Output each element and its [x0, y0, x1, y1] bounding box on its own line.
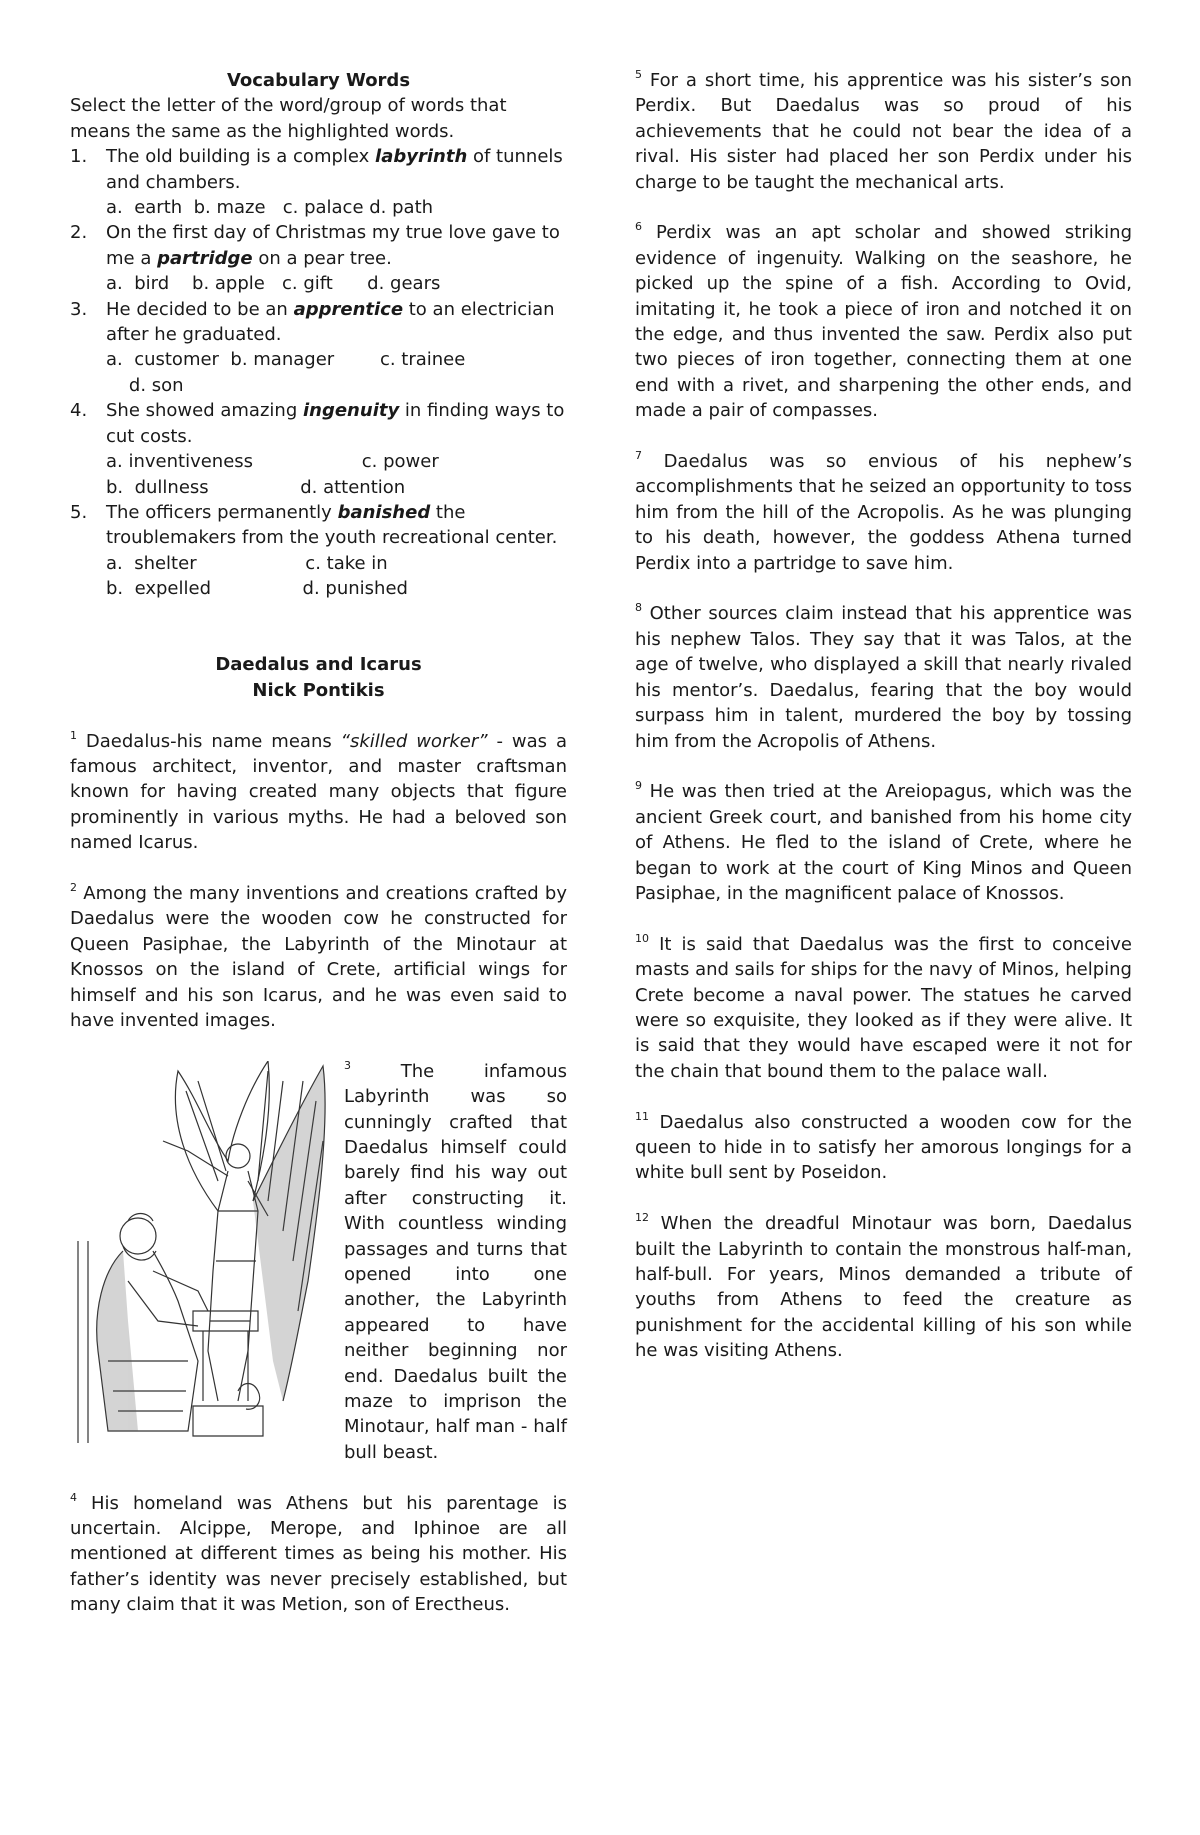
- vocab-instructions: Select the letter of the word/group of words that means the same as the highlighted words.: [70, 95, 507, 142]
- paragraph-2: [70, 881, 567, 1033]
- right-column: [635, 68, 1132, 1364]
- highlighted-word: apprentice: [293, 298, 404, 320]
- vocab-title: Vocabulary Words: [226, 70, 411, 91]
- paragraph-6: [635, 220, 1132, 423]
- question-text: in finding ways to cut costs.: [106, 400, 565, 447]
- paragraph-number: 5: [635, 68, 642, 81]
- paragraph-number: 10: [635, 931, 649, 945]
- vocab-question-4: [70, 398, 567, 500]
- story-title: Daedalus and Icarus: [215, 654, 422, 676]
- left-column: [70, 68, 567, 1618]
- question-text: He decided to be an: [106, 298, 294, 320]
- paragraph-number: 2: [70, 880, 77, 894]
- paragraph-text: His homeland was Athens but his parentage is uncertain. Alcippe, Merope, and Iphinoe are all mentioned at different times as being his mother. His father’s identity was never precisely established, but many claim that it was Metion, son of Erectheus.: [70, 1492, 567, 1616]
- question-text: On the first day of Christmas my true love gave to me a: [106, 222, 560, 269]
- question-number: 3.: [70, 298, 88, 320]
- paragraph-text: The infamous Labyrinth was so cunningly crafted that Daedalus himself could barely find his way out after constructing it. With countless winding passages and turns that opened into one another, the Labyrinth appeared to have neither beginning nor end. Daedalus built the maze to imprison the Minotaur, half man - half bull beast.: [344, 1060, 567, 1463]
- paragraph-11: [635, 1110, 1132, 1186]
- paragraph-text: Perdix was an apt scholar and showed striking evidence of ingenuity. Walking on the seashore, he picked up the spine of a fish. According to Ovid, imitating it, he took a piece of iron and notched it on the edge, and thus invented the saw. Perdix also put two pieces of iron together, connecting them at one end with a rivet, and sharpening the other ends, and made a pair of compasses.: [635, 222, 1132, 422]
- paragraph-number: 3: [344, 1058, 351, 1072]
- paragraph-number: 12: [635, 1211, 649, 1225]
- paragraph-number: 1: [70, 728, 77, 742]
- paragraph-text: Daedalus was so envious of his nephew’s accomplishments that he seized an opportunity to toss him from the hill of the Acropolis. As he was plunging to his death, however, the goddess Athena turned Perdix into a partridge to save him.: [635, 451, 1132, 574]
- highlighted-word: ingenuity: [302, 400, 400, 422]
- answer-options: b. dullness d. attention: [106, 476, 406, 498]
- answer-options: a. shelter c. take in: [106, 552, 388, 574]
- highlighted-word: banished: [337, 501, 431, 523]
- paragraph-1: [70, 729, 567, 856]
- answer-options: a. bird b. apple c. gift d. gears: [106, 273, 441, 295]
- vocab-question-3: [70, 297, 567, 399]
- question-number: 4.: [70, 400, 88, 422]
- paragraph-4: [70, 1491, 567, 1618]
- paragraph-text: Among the many inventions and creations crafted by Daedalus were the wooden cow he constructed for Queen Pasiphae, the Labyrinth of the Minotaur at Knossos on the island of Crete, artificial wings for himself and his son Icarus, and he was even said to have invented images.: [70, 882, 567, 1031]
- question-number: 5.: [70, 501, 88, 523]
- question-text: to an electrician after he graduated.: [106, 298, 555, 346]
- paragraph-number: 7: [635, 449, 642, 463]
- paragraph-text: Other sources claim instead that his apprentice was his nephew Talos. They say that it was Talos, at the age of twelve, who displayed a skill that nearly rivaled his mentor’s. Daedalus, fearing that the boy would surpass him in talent, murdered the boy by tossing him from the Acropolis of Athens.: [635, 603, 1132, 752]
- paragraph-text: He was then tried at the Areiopagus, which was the ancient Greek court, and banished from his home city of Athens. He fled to the island of Crete, where he began to work at the court of King Minos and Queen Pasiphae, in the magnificent palace of Knossos.: [635, 781, 1132, 904]
- paragraph-number: 6: [635, 220, 642, 234]
- paragraph-number: 11: [635, 1109, 649, 1123]
- highlighted-word: labyrinth: [375, 146, 468, 168]
- paragraph-10: [635, 932, 1132, 1084]
- question-text: The officers permanently: [106, 501, 338, 523]
- question-text: of tunnels and chambers.: [106, 146, 563, 193]
- answer-options: b. expelled d. punished: [106, 578, 408, 600]
- answer-options: a. earth b. maze c. palace d. path: [106, 197, 434, 219]
- question-text: on a pear tree.: [252, 247, 392, 269]
- paragraph-text: Daedalus also constructed a wooden cow for the queen to hide in to satisfy her amorous longings for a white bull sent by Poseidon.: [635, 1111, 1132, 1184]
- paragraph-8: [635, 601, 1132, 753]
- story-author: Nick Pontikis: [252, 679, 385, 701]
- answer-options: a. inventiveness c. power: [106, 451, 439, 473]
- question-number: 1.: [70, 146, 88, 168]
- paragraph-5: [635, 68, 1132, 195]
- question-text: She showed amazing: [106, 400, 303, 422]
- daedalus-icarus-illustration: [68, 1061, 330, 1443]
- paragraph-number: 4: [70, 1490, 77, 1504]
- answer-options: a. customer b. manager c. trainee: [106, 349, 466, 371]
- paragraph-text: When the dreadful Minotaur was born, Daedalus built the Labyrinth to contain the monstrous half-man, half-bull. For years, Minos demanded a tribute of youths from Athens to feed the creature as punishment for the accidental killing of his son while he was visiting Athens.: [635, 1213, 1132, 1362]
- paragraph-text: - was a famous architect, inventor, and master craftsman known for having created many objects that figure prominently in various myths. He had a beloved son named Icarus.: [70, 730, 567, 854]
- emphasis-text: “skilled worker”: [340, 730, 488, 752]
- paragraph-number: 8: [635, 601, 642, 615]
- paragraph-text: For a short time, his apprentice was his sister’s son Perdix. But Daedalus was so proud of his achievements that he could not bear the idea of a rival. His sister had placed her son Perdix under his charge to be taught the mechanical arts.: [635, 70, 1132, 193]
- paragraph-text: It is said that Daedalus was the first to conceive masts and sails for ships for the navy of Minos, helping Crete become a naval power. The statues he carved were so exquisite, they looked as if they were alive. It is said that they would have escaped were it not for the chain that bound them to the palace wall.: [635, 933, 1132, 1082]
- paragraph-text: Daedalus-his name means: [77, 730, 341, 752]
- question-number: 2.: [70, 222, 88, 244]
- paragraph-number: 9: [635, 779, 642, 793]
- vocab-question-5: [70, 500, 567, 602]
- answer-options: d. son: [106, 374, 184, 396]
- paragraph-7: [635, 449, 1132, 576]
- question-text: The old building is a complex: [106, 146, 376, 168]
- paragraph-12: [635, 1211, 1132, 1363]
- highlighted-word: partridge: [157, 247, 253, 269]
- paragraph-9: [635, 779, 1132, 906]
- vocab-question-2: [70, 220, 567, 296]
- question-text: the troublemakers from the youth recreational center.: [106, 501, 558, 549]
- vocab-question-1: [70, 144, 567, 220]
